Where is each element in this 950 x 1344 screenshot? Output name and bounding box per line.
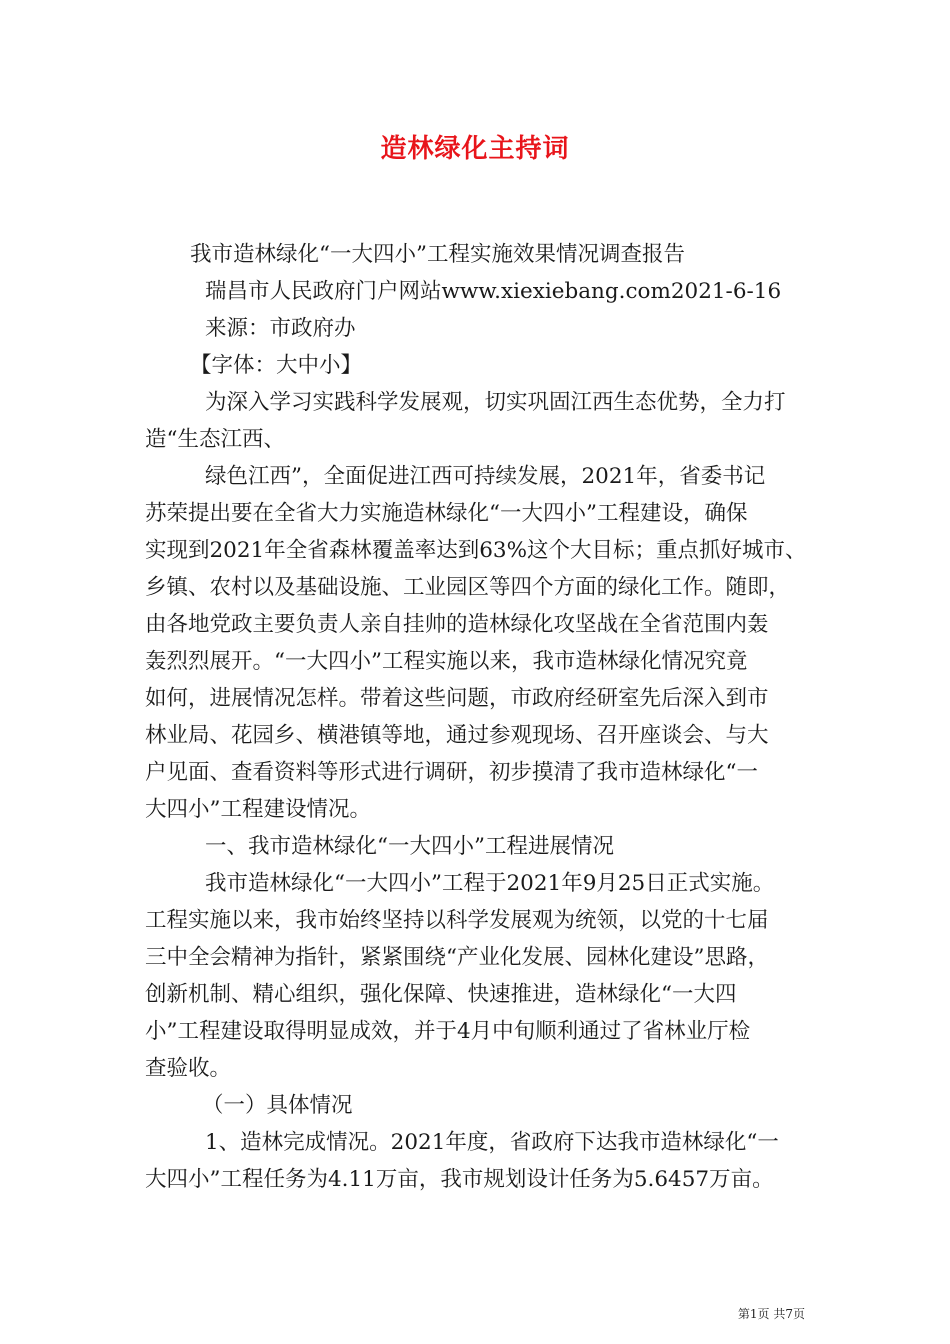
font-size-line: 【字体：大中小】 xyxy=(190,353,363,378)
paragraph-line: 由各地党政主要负责人亲自挂帅的造林绿化攻坚战在全省范围内轰 xyxy=(145,612,769,637)
paragraph-line: 查验收。 xyxy=(145,1056,232,1081)
paragraph-line: 我市造林绿化“一大四小”工程于2021年9月25日正式实施。 xyxy=(205,871,775,896)
paragraph-line: 大四小”工程任务为4.11万亩，我市规划设计任务为5.6457万亩。 xyxy=(145,1167,774,1192)
paragraph-line: 小”工程建设取得明显成效，并于4月中旬顺利通过了省林业厅检 xyxy=(145,1019,751,1044)
document-title: 造林绿化主持词 xyxy=(380,134,570,164)
paragraph-line: 如何，进展情况怎样。带着这些问题，市政府经研室先后深入到市 xyxy=(145,686,769,711)
paragraph-line: 轰烈烈展开。“一大四小”工程实施以来，我市造林绿化情况究竟 xyxy=(145,649,748,674)
paragraph-line: 乡镇、农村以及基础设施、工业园区等四个方面的绿化工作。随即， xyxy=(145,575,791,600)
report-heading: 我市造林绿化“一大四小”工程实施效果情况调查报告 xyxy=(190,242,685,267)
paragraph-line: 工程实施以来，我市始终坚持以科学发展观为统领，以党的十七届 xyxy=(145,908,769,933)
source-line: 来源：市政府办 xyxy=(205,316,356,341)
subsection-heading: （一）具体情况 xyxy=(202,1093,353,1118)
paragraph-line: 绿色江西”，全面促进江西可持续发展，2021年，省委书记 xyxy=(205,464,766,489)
document-body xyxy=(145,236,825,1198)
paragraph-line: 大四小”工程建设情况。 xyxy=(145,797,371,822)
source-website-line: 瑞昌市人民政府门户网站www.xiexiebang.com2021-6-16 xyxy=(205,279,782,304)
paragraph-line: 为深入学习实践科学发展观，切实巩固江西生态优势，全力打 xyxy=(205,390,786,415)
page-number: 第1页 共7页 xyxy=(737,1307,805,1321)
paragraph-line: 三中全会精神为指针，紧紧围绕“产业化发展、园林化建设”思路， xyxy=(145,945,769,970)
paragraph-line: 1、造林完成情况。2021年度，省政府下达我市造林绿化“一 xyxy=(205,1130,779,1155)
paragraph-line: 实现到2021年全省森林覆盖率达到63%这个大目标；重点抓好城市、 xyxy=(145,538,807,563)
section-heading: 一、我市造林绿化“一大四小”工程进展情况 xyxy=(205,834,614,859)
paragraph-line: 林业局、花园乡、横港镇等地，通过参观现场、召开座谈会、与大 xyxy=(145,723,769,748)
paragraph-line: 苏荣提出要在全省大力实施造林绿化“一大四小”工程建设，确保 xyxy=(145,501,748,526)
paragraph-line: 户见面、查看资料等形式进行调研，初步摸清了我市造林绿化“一 xyxy=(145,760,758,785)
paragraph-line: 造“生态江西、 xyxy=(145,427,285,452)
paragraph-line: 创新机制、精心组织，强化保障、快速推进，造林绿化“一大四 xyxy=(145,982,737,1007)
